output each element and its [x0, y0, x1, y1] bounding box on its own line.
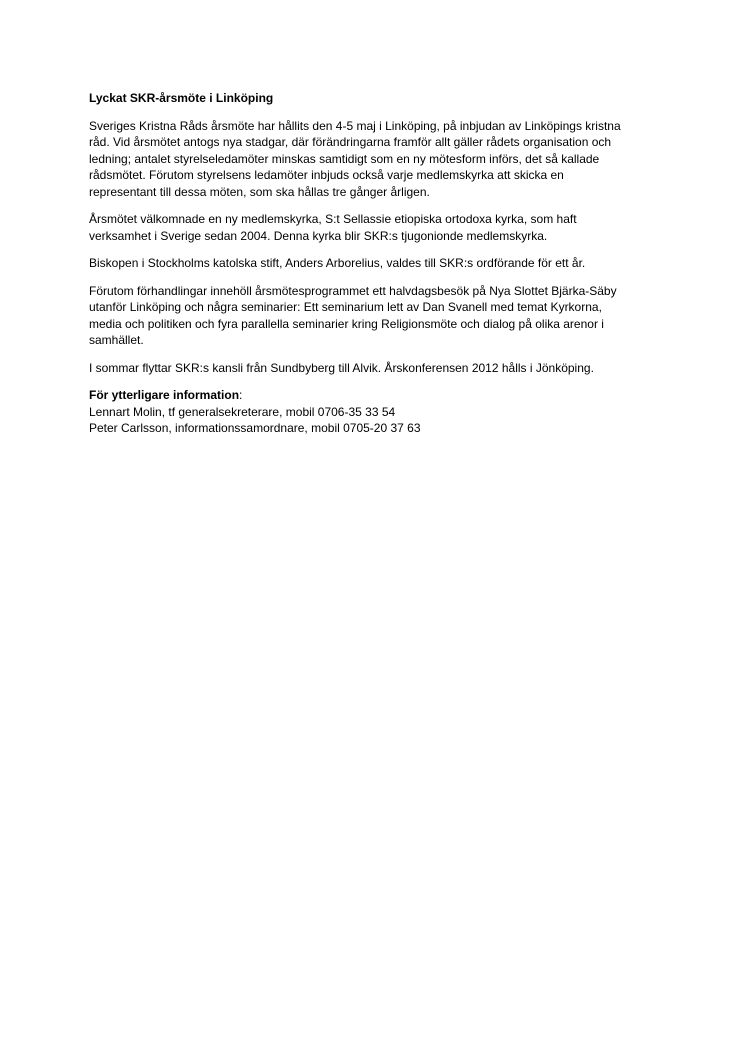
paragraph-line: Biskopen i Stockholms katolska stift, Anders Arborelius, valdes till SKR:s ordförande för ett år.	[89, 256, 586, 270]
paragraph-line: råd. Vid årsmötet antogs nya stadgar, där förändringarna framför allt gäller rådets organisation och	[89, 135, 612, 149]
paragraph-relocation	[89, 360, 659, 377]
contact-block	[89, 387, 659, 437]
paragraph-program	[89, 283, 659, 349]
paragraph-line: media och politiken och fyra parallella seminarier kring Religionsmöte och dialog på olika arenor i	[89, 316, 604, 331]
contact-heading-suffix: :	[239, 388, 243, 402]
paragraph-line: verksamhet i Sverige sedan 2004. Denna kyrka blir SKR:s tjugonionde medlemskyrka.	[89, 228, 548, 243]
paragraph-line: utanför Linköping och några seminarier: Ett seminarium lett av Dan Svanell med temat Kyrkorna,	[89, 300, 602, 314]
paragraph-new-member	[89, 211, 659, 244]
paragraph-line: Årsmötet välkomnade en ny medlemskyrka, S:t Sellassie etiopiska ortodoxa kyrka, som haft	[89, 212, 577, 226]
contact-heading: För ytterligare information	[89, 388, 240, 402]
paragraph-chair	[89, 255, 659, 272]
paragraph-line: I sommar flyttar SKR:s kansli från Sundbyberg till Alvik. Årskonferensen 2012 hålls i Jönköping.	[89, 360, 594, 375]
paragraph-meeting	[89, 118, 659, 201]
contact-heading-line	[89, 387, 659, 404]
document-body	[89, 90, 659, 437]
paragraph-line: Förutom förhandlingar innehöll årsmötesprogrammet ett halvdagsbesök på Nya Slottet Bjärka-Säby	[89, 283, 617, 298]
paragraph-line: samhället.	[89, 333, 144, 347]
paragraph-line: rådsmötet. Förutom styrelsens ledamöter inbjuds också varje medlemskyrka att skicka en	[89, 168, 564, 182]
paragraph-line: ledning; antalet styrelseledamöter minskas samtidigt som en ny mötesform införs, det så kallade	[89, 151, 600, 166]
document-title: Lyckat SKR-årsmöte i Linköping	[89, 91, 274, 105]
paragraph-line: Sveriges Kristna Råds årsmöte har hållits den 4-5 maj i Linköping, på inbjudan av Linköpings kristna	[89, 118, 621, 133]
contact-line: Peter Carlsson, informationssamordnare, mobil 0705-20 37 63	[89, 421, 421, 435]
paragraph-line: representant till dessa möten, som ska hållas tre gånger årligen.	[89, 184, 430, 199]
contact-line: Lennart Molin, tf generalsekreterare, mobil 0706-35 33 54	[89, 404, 396, 419]
